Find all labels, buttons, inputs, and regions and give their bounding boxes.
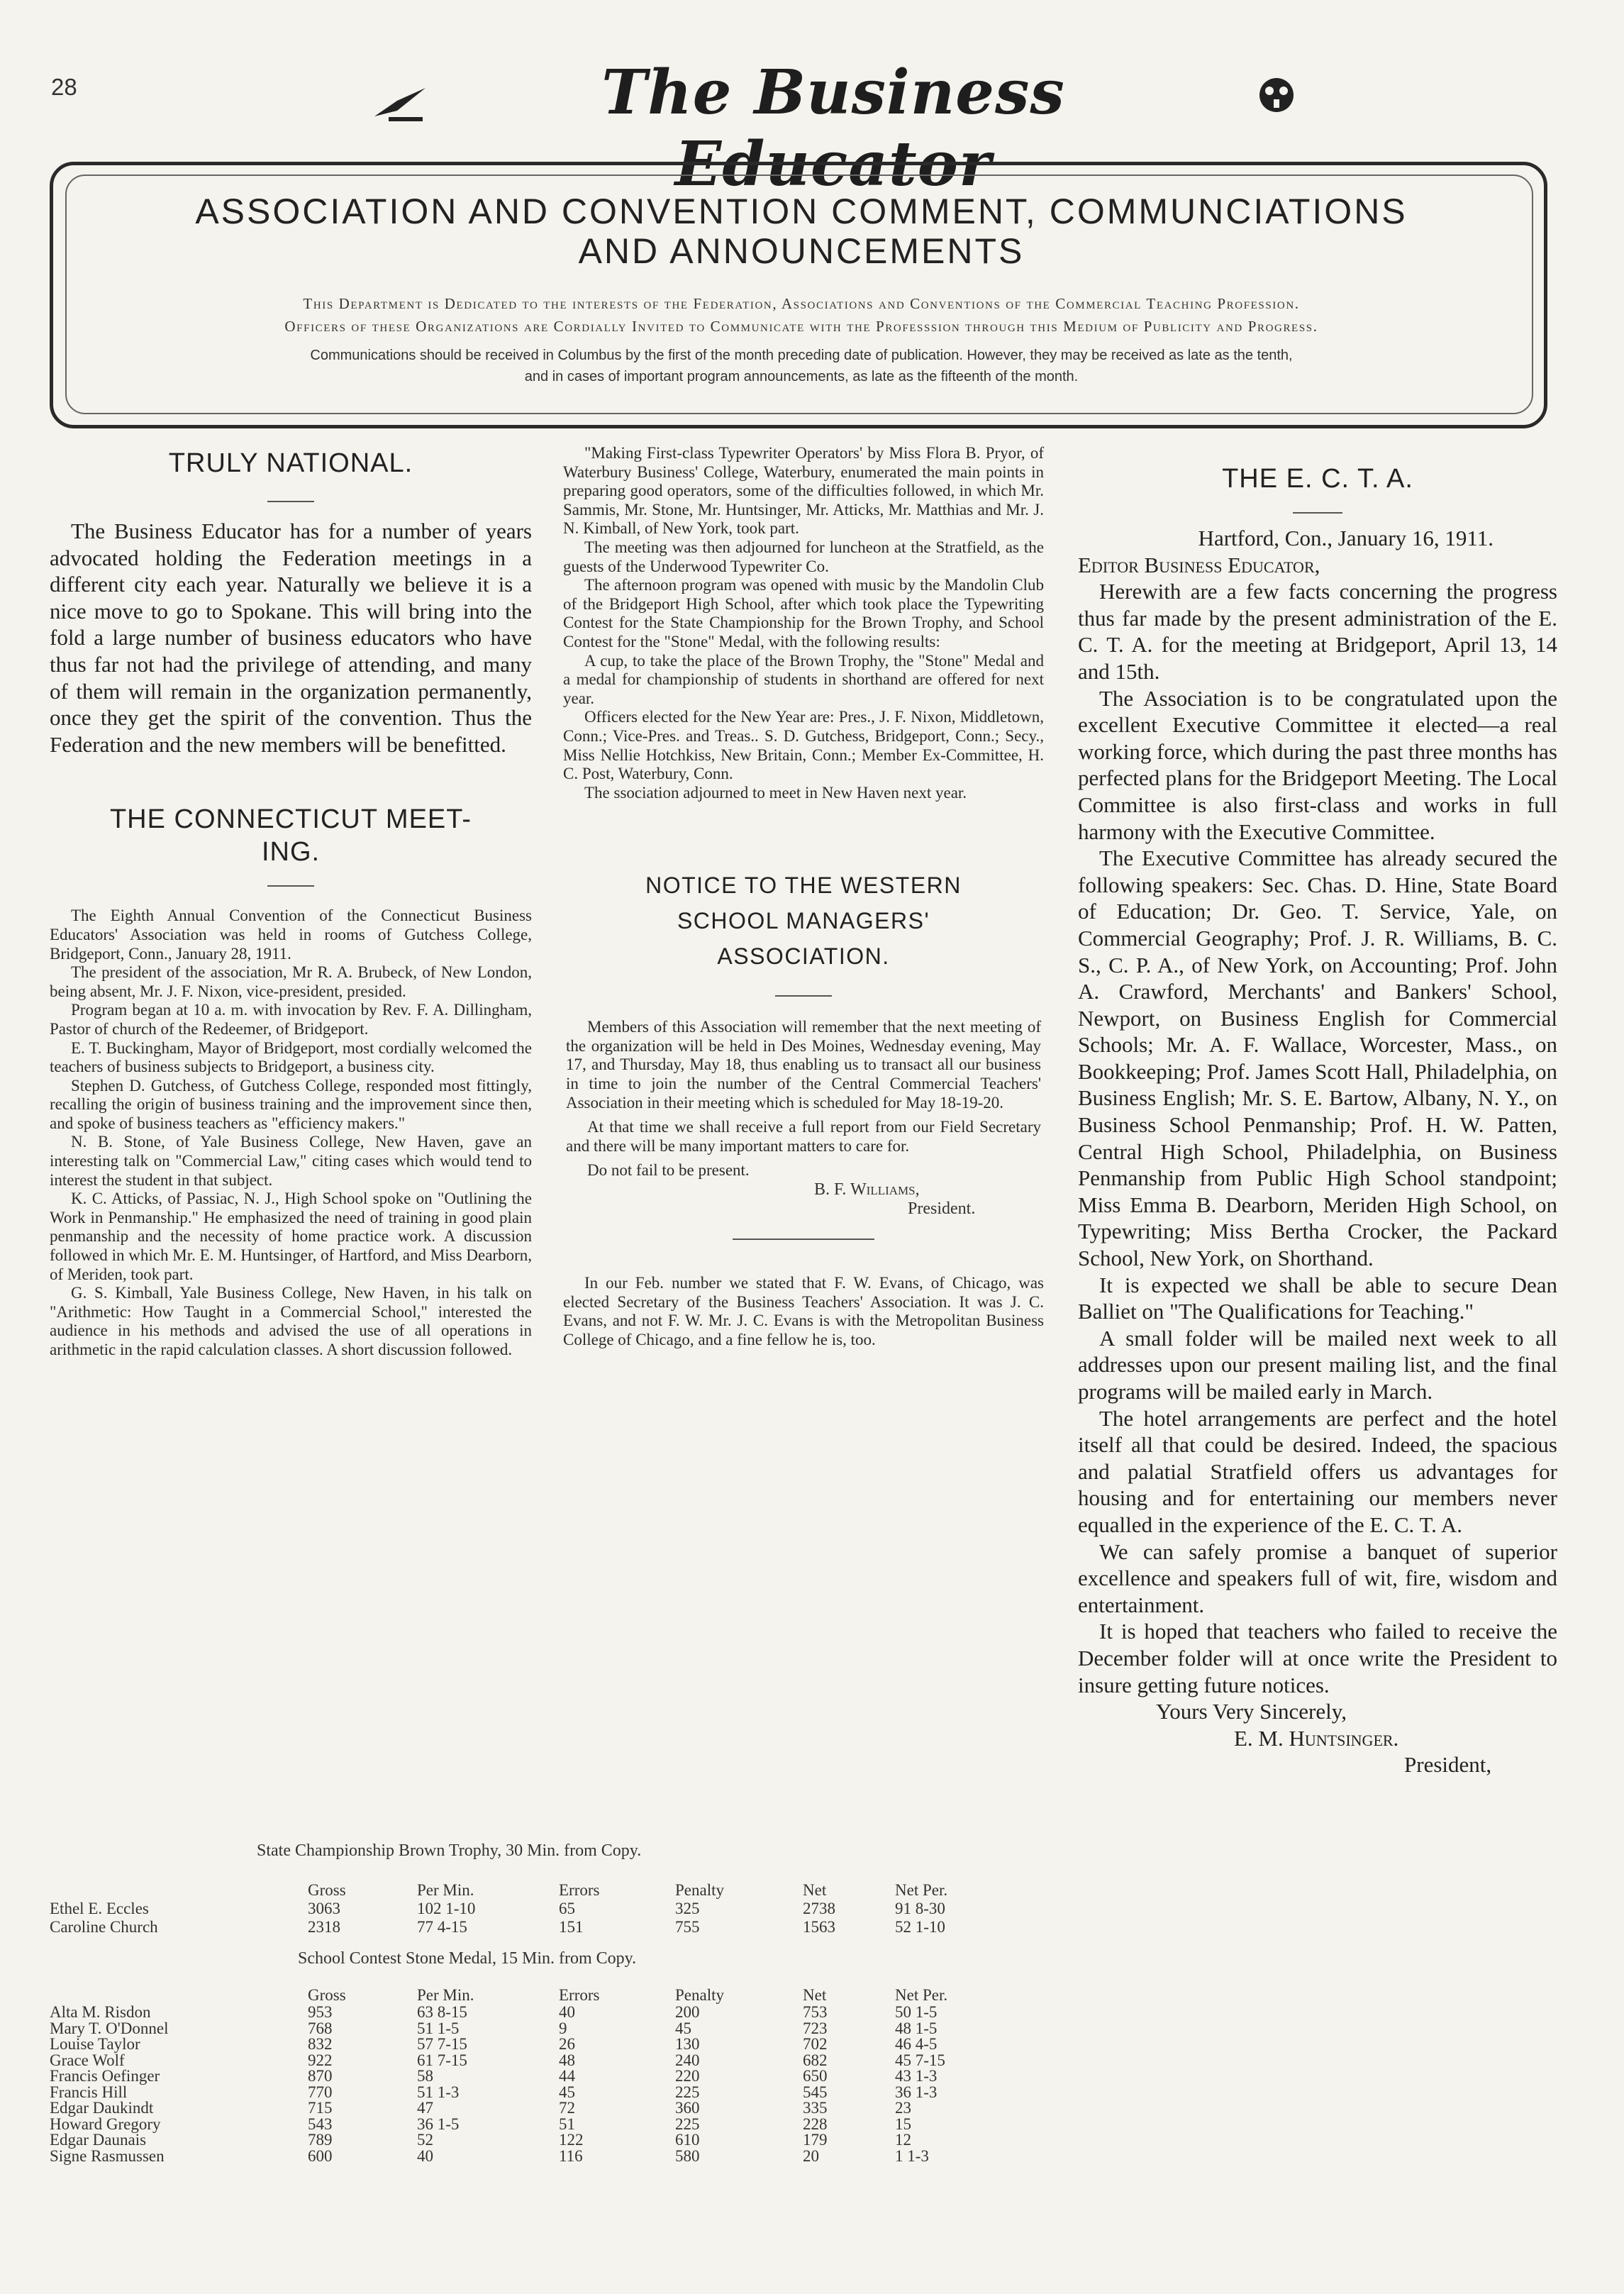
table-cell: 46 4-5 xyxy=(895,2035,938,2053)
table-cell: 48 xyxy=(559,2051,575,2069)
paragraph: Stephen D. Gutchess, of Gutchess College, responded most fittingly, recalling the origin of business training and the improvement since then, and spoke of business teachers as "efficiency makers." xyxy=(50,1076,532,1132)
ecta-salutation: Editor Business Educator, xyxy=(1078,552,1320,577)
notice-heading xyxy=(563,868,1044,974)
column-3 xyxy=(1078,462,1557,1778)
column-1 xyxy=(50,447,532,1360)
paragraph: "Making First-class Typewriter Operators' by Miss Flora B. Pryor, of Waterbury Business' College, Waterbury, enumerated the main points in preparing good operators, some of the difficulties followed, in which Mr. Sammis, Mr. Stone, Mr. Huntsinger, Mr. Atticks, Mr. Matthias and Mr. J. N. Kimball, of New York, took part. xyxy=(563,444,1044,538)
table-cell: 225 xyxy=(675,2083,700,2101)
stone-medal-table xyxy=(50,1986,987,2164)
table-cell: Howard Gregory xyxy=(50,2115,161,2133)
table-cell: 1 1-3 xyxy=(895,2146,929,2165)
table-cell: Grace Wolf xyxy=(50,2051,125,2069)
paragraph: The ssociation adjourned to meet in New Haven next year. xyxy=(584,783,967,802)
paragraph: K. C. Atticks, of Passiac, N. J., High School spoke on "Outlining the Work in Penmanship." He emphasized the need of training in good plain penmanship and the necessity of home practice work. A discussion followed in which Mr. E. M. Huntsinger, of Hartford, and Miss Dearborn, of Meriden, took part. xyxy=(50,1190,532,1283)
table-cell: 36 1-3 xyxy=(895,2083,938,2101)
paragraph: The Association is to be congratulated upon the excellent Executive Committee it elected—a real working force, which during the past three months has perfected plans for the Bridgeport Meeting. The Local Committee is also first-class and works in full harmony with the Executive Committee. xyxy=(1078,685,1557,844)
table-cell: 682 xyxy=(803,2051,828,2069)
table-cell: 91 8-30 xyxy=(895,1900,945,1917)
table-cell: Louise Taylor xyxy=(50,2035,140,2053)
connecticut-heading-line-2: ING. xyxy=(261,837,321,868)
table-cell: 768 xyxy=(308,2019,333,2037)
paragraph: A small folder will be mailed next week to all addresses upon our present mailing list, and the final programs will be mailed early in March. xyxy=(1078,1325,1557,1404)
paragraph: N. B. Stone, of Yale Business College, New Haven, gave an interesting talk on "Commercial Law," citing cases which would tend to interest the student in that subject. xyxy=(50,1133,532,1189)
table-cell: 610 xyxy=(675,2131,700,2149)
table-row xyxy=(50,2053,987,2069)
paragraph: At that time we shall receive a full report from our Field Secretary and there will be many important matters to care for. xyxy=(566,1118,1041,1155)
table-cell: 1563 xyxy=(803,1918,835,1936)
table-cell: 9 xyxy=(559,2019,567,2037)
table-cell: 953 xyxy=(308,2003,333,2021)
table-cell: 58 xyxy=(417,2067,433,2085)
table-cell: 36 1-5 xyxy=(417,2115,460,2133)
table-row xyxy=(50,2068,987,2085)
table-cell: 20 xyxy=(803,2146,819,2165)
paragraph: Do not fail to be present. xyxy=(587,1161,750,1180)
table-cell: 102 1-10 xyxy=(417,1900,476,1917)
notice-heading-line-2: SCHOOL MANAGERS' xyxy=(677,908,930,934)
table-cell: 600 xyxy=(308,2146,333,2165)
table-cell: 789 xyxy=(308,2131,333,2149)
table-cell: 220 xyxy=(675,2067,700,2085)
table-cell: 40 xyxy=(417,2146,433,2165)
table-cell: 130 xyxy=(675,2035,700,2053)
table-cell: 116 xyxy=(559,2146,583,2165)
table-cell: Francis Hill xyxy=(50,2083,128,2101)
table-row xyxy=(50,2132,987,2149)
masthead-title: The Business Educator xyxy=(601,57,1065,200)
column-header: Errors xyxy=(559,1986,600,2004)
table-cell: 543 xyxy=(308,2115,333,2133)
brown-trophy-table xyxy=(50,1881,987,1936)
table-cell: 15 xyxy=(895,2115,911,2133)
table-cell: Ethel E. Eccles xyxy=(50,1900,149,1917)
table-cell: 2738 xyxy=(803,1900,835,1917)
connecticut-heading-line-1: THE CONNECTICUT MEET- xyxy=(109,804,472,835)
table-cell: 61 7-15 xyxy=(417,2051,467,2069)
column-header: Penalty xyxy=(675,1986,724,2004)
paragraph: A cup, to take the place of the Brown Trophy, the "Stone" Medal and a medal for championship of students in shorthand are offered for next year. xyxy=(563,651,1044,707)
connecticut-meeting-body xyxy=(50,907,532,1359)
paragraph: The Executive Committee has already secured the following speakers: Sec. Chas. D. Hine, State Board of Education; Dr. Geo. T. Service, Yale, on Commercial Geography; Prof. J. R. Williams, B. C. S., C. P. A., of New York, on Accounting; Prof. John A. Crawford, Merchants' and Bankers' School, Newport, on Business English for Commercial Schools; Mr. A. F. Wallace, Worcester, Mass., on Bookkeeping; Prof. James Scott Hall, Philadelphia, on Business English; Mr. S. E. Bartow, Albany, N. Y., on Business School Penmanship; Prof. H. W. Patten, Central High School, Philadelphia, on Business Penmanship from Public High School standpoint; Miss Emma B. Dearborn, Meriden High School, on Typewriting; Miss Bertha Crocker, the Packard School, New York, on Shorthand. xyxy=(1078,846,1557,1271)
table-cell: 50 1-5 xyxy=(895,2003,938,2021)
ecta-closing: Yours Very Sincerely, xyxy=(1156,1699,1347,1724)
table-cell: 715 xyxy=(308,2099,333,2117)
table-cell: 12 xyxy=(895,2131,911,2149)
paragraph: Officers elected for the New Year are: Pres., J. F. Nixon, Middletown, Conn.; Vice-Pres. and Treas.. S. D. Gutchess, Bridgeport, Conn.; Secy., Miss Nellie Hotchkiss, New Britain, Conn.; Member Ex-Committee, H. C. Post, Waterbury, Conn. xyxy=(563,708,1044,783)
ecta-signature-name: E. M. Huntsinger. xyxy=(1234,1725,1399,1751)
table-cell: 922 xyxy=(308,2051,333,2069)
table-cell: 325 xyxy=(675,1900,700,1917)
table-cell: 151 xyxy=(559,1918,584,1936)
paragraph: It is expected we shall be able to secure Dean Balliet on "The Qualifications for Teaching." xyxy=(1078,1272,1557,1324)
table-cell: 47 xyxy=(417,2099,433,2117)
brown-trophy-caption: State Championship Brown Trophy, 30 Min. from Copy. xyxy=(257,1841,642,1860)
evans-correction: In our Feb. number we stated that F. W. Evans, of Chicago, was elected Secretary of the Business Teachers' Association. It was J. C. Evans, and not F. W. Mr. J. C. Evans is with the Metropolitan Business College of Chicago, and a fine fellow he is, too. xyxy=(563,1274,1044,1348)
table-cell: 52 xyxy=(417,2131,433,2149)
table-row xyxy=(50,2117,987,2133)
table-cell: 870 xyxy=(308,2067,333,2085)
table-cell: 335 xyxy=(803,2099,828,2117)
stone-medal-caption: School Contest Stone Medal, 15 Min. from Copy. xyxy=(298,1949,637,1968)
column-header: Net Per. xyxy=(895,1881,948,1899)
table-cell: 240 xyxy=(675,2051,700,2069)
table-cell: 23 xyxy=(895,2099,911,2117)
table-cell: Signe Rasmussen xyxy=(50,2146,165,2165)
table-cell: 45 xyxy=(559,2083,575,2101)
notice-signature-title: President. xyxy=(908,1199,976,1219)
table-cell: Mary T. O'Donnel xyxy=(50,2019,169,2037)
paragraph: We can safely promise a banquet of superior excellence and speakers full of wit, fire, wisdom and entertainment. xyxy=(1078,1539,1557,1617)
notice-body xyxy=(563,1018,1044,1180)
column-header: Penalty xyxy=(675,1881,724,1899)
heading-rule xyxy=(775,995,832,997)
table-cell: 57 7-15 xyxy=(417,2035,467,2053)
paragraph: It is hoped that teachers who failed to receive the December folder will at once write the President to insure getting future notices. xyxy=(1078,1619,1557,1697)
table-header-row xyxy=(50,1986,987,2005)
column-header: Net xyxy=(803,1986,827,2004)
table-cell: 63 8-15 xyxy=(417,2003,467,2021)
table-cell: 43 1-3 xyxy=(895,2067,938,2085)
truly-national-body: The Business Educator has for a number of years advocated holding the Federation meetings in a different city each year. Naturally we believe it is a nice move to go to Spokane. This will bring into the fold a large number of business educators who have thus far not had the privilege of attending, and many of them will remain in the organization permanently, once they get the spirit of the convention. Thus the Federation and the new members will be benefitted. xyxy=(50,519,532,757)
paragraph: The afternoon program was opened with music by the Mandolin Club of the Bridgeport High School, after which took place the Typewriting Contest for the State Championship for the Brown Trophy, and School Contest for the "Stone" Medal, with the following results: xyxy=(563,576,1044,650)
department-title xyxy=(92,192,1511,271)
table-cell: 52 1-10 xyxy=(895,1918,945,1936)
table-row xyxy=(50,2085,987,2101)
paragraph: Members of this Association will remember that the next meeting of the organization will be held in Des Moines, Wednesday evening, May 17, and Thursday, May 18, thus enabling us to transact all our business in time to join the number of the Central Commercial Teachers' Association in their meeting which is scheduled for May 18-19-20. xyxy=(566,1018,1041,1112)
table-cell: Alta M. Risdon xyxy=(50,2003,151,2021)
submission-note-line-2: and in cases of important program announcements, as late as the fifteenth of the month. xyxy=(524,369,1079,384)
table-cell: 122 xyxy=(559,2131,584,2149)
table-row xyxy=(50,2037,987,2053)
table-cell: 51 1-3 xyxy=(417,2083,460,2101)
heading-rule xyxy=(267,885,314,887)
ecta-heading: THE E. C. T. A. xyxy=(1222,464,1413,494)
table-cell: 26 xyxy=(559,2035,575,2053)
table-row xyxy=(50,1900,987,1918)
paragraph: The hotel arrangements are perfect and the hotel itself all that could be desired. Indeed, the spacious and palatial Stratfield offers us advantages for housing and for entertaining our members never equalled in the experience of the E. C. T. A. xyxy=(1078,1405,1557,1537)
table-cell: 44 xyxy=(559,2067,575,2085)
paragraph: Herewith are a few facts concerning the progress thus far made by the present administration of the E. C. T. A. for the meeting at Bridgeport, April 13, 14 and 15th. xyxy=(1078,579,1557,684)
dedication-line-2: Officers of these Organizations are Cordially Invited to Communicate with the Professsion through this Medium of Publicity and Progress. xyxy=(284,318,1318,335)
heading-rule xyxy=(267,501,314,502)
table-cell: 65 xyxy=(559,1900,575,1917)
paragraph: E. T. Buckingham, Mayor of Bridgeport, most cordially welcomed the teachers of business subjects to Bridgeport, a business city. xyxy=(50,1038,532,1076)
table-cell: Edgar Daunais xyxy=(50,2131,147,2149)
column-header: Per Min. xyxy=(417,1986,474,2004)
table-row xyxy=(50,2021,987,2037)
table-cell: 753 xyxy=(803,2003,828,2021)
table-cell: 3063 xyxy=(308,1900,340,1917)
column-2 xyxy=(563,444,1044,1349)
ornament-icon xyxy=(1259,78,1294,112)
table-cell: 2318 xyxy=(308,1918,340,1936)
table-cell: 723 xyxy=(803,2019,828,2037)
ecta-dateline: Hartford, Con., January 16, 1911. xyxy=(1198,526,1494,550)
table-cell: 832 xyxy=(308,2035,333,2053)
table-row xyxy=(50,1918,987,1936)
table-cell: 755 xyxy=(675,1918,700,1936)
table-cell: 51 1-5 xyxy=(417,2019,460,2037)
column-header: Net Per. xyxy=(895,1986,948,2004)
paragraph: The president of the association, Mr R. A. Brubeck, of New London, being absent, Mr. J. F. Nixon, vice-president, presided. xyxy=(50,963,532,1000)
heading-rule xyxy=(1293,512,1342,514)
table-cell: 77 4-15 xyxy=(417,1918,467,1936)
column-header xyxy=(50,1986,308,2005)
table-cell: 51 xyxy=(559,2115,575,2133)
table-cell: 72 xyxy=(559,2099,575,2117)
paragraph: The meeting was then adjourned for luncheon at the Stratfield, as the guests of the Underwood Typewriter Co. xyxy=(563,538,1044,575)
table-cell: Caroline Church xyxy=(50,1918,158,1936)
table-cell: 200 xyxy=(675,2003,700,2021)
table-cell: 225 xyxy=(675,2115,700,2133)
connecticut-meeting-heading xyxy=(50,803,532,868)
quill-pen-icon xyxy=(374,88,426,119)
department-title-line-1: ASSOCIATION AND CONVENTION COMMENT, COMMUNCIATIONS xyxy=(195,192,1408,231)
table-cell: 360 xyxy=(675,2099,700,2117)
paragraph: G. S. Kimball, Yale Business College, New Haven, in his talk on "Arithmetic: How Taught in a Commercial School," interested the audience in his methods and advised the use of all operations in arithmetic in the rapid calculation classes. A short discussion followed. xyxy=(50,1284,532,1358)
table-cell: 580 xyxy=(675,2146,700,2165)
truly-national-heading: TRULY NATIONAL. xyxy=(168,448,413,478)
table-cell: 45 xyxy=(675,2019,691,2037)
column-header: Gross xyxy=(308,1881,346,1899)
table-cell: 702 xyxy=(803,2035,828,2053)
column-header: Net xyxy=(803,1881,827,1899)
notice-signature-name: B. F. Williams, xyxy=(814,1180,920,1199)
section-rule xyxy=(733,1239,874,1240)
column-header: Gross xyxy=(308,1986,346,2004)
table-cell: 45 7-15 xyxy=(895,2051,945,2069)
column-header: Errors xyxy=(559,1881,600,1899)
ecta-signature-title: President, xyxy=(1404,1752,1492,1778)
connecticut-meeting-continued xyxy=(563,444,1044,802)
table-cell: 650 xyxy=(803,2067,828,2085)
table-cell: Francis Oefinger xyxy=(50,2067,160,2085)
notice-heading-line-1: NOTICE TO THE WESTERN xyxy=(645,872,962,899)
table-cell: 545 xyxy=(803,2083,828,2101)
table-header-row xyxy=(50,1881,987,1900)
notice-heading-line-3: ASSOCIATION. xyxy=(717,943,890,970)
column-header: Per Min. xyxy=(417,1881,474,1899)
table-cell: 770 xyxy=(308,2083,333,2101)
paragraph: The Eighth Annual Convention of the Connecticut Business Educators' Association was held in rooms of Gutchess College, Bridgeport, Conn., January 28, 1911. xyxy=(50,907,532,963)
table-row xyxy=(50,2149,987,2165)
department-title-line-2: AND ANNOUNCEMENTS xyxy=(578,231,1025,271)
dedication-line-1: This Department is Dedicated to the interests of the Federation, Associations and Conventions of the Commercial Teaching Profession. xyxy=(303,295,1300,312)
table-cell: 40 xyxy=(559,2003,575,2021)
submission-note-line-1: Communications should be received in Columbus by the first of the month preceding date of publication. However, they may be received as late as the tenth, xyxy=(310,348,1293,363)
paragraph: Program began at 10 a. m. with invocation by Rev. F. A. Dillingham, Pastor of church of the Redeemer, of Bridgeport. xyxy=(50,1001,532,1038)
table-cell: 179 xyxy=(803,2131,828,2149)
table-cell: 228 xyxy=(803,2115,828,2133)
table-cell: Edgar Daukindt xyxy=(50,2099,154,2117)
column-header xyxy=(50,1881,308,1900)
table-row xyxy=(50,2005,987,2021)
table-row xyxy=(50,2100,987,2117)
table-cell: 48 1-5 xyxy=(895,2019,938,2037)
page-number: 28 xyxy=(51,74,77,100)
